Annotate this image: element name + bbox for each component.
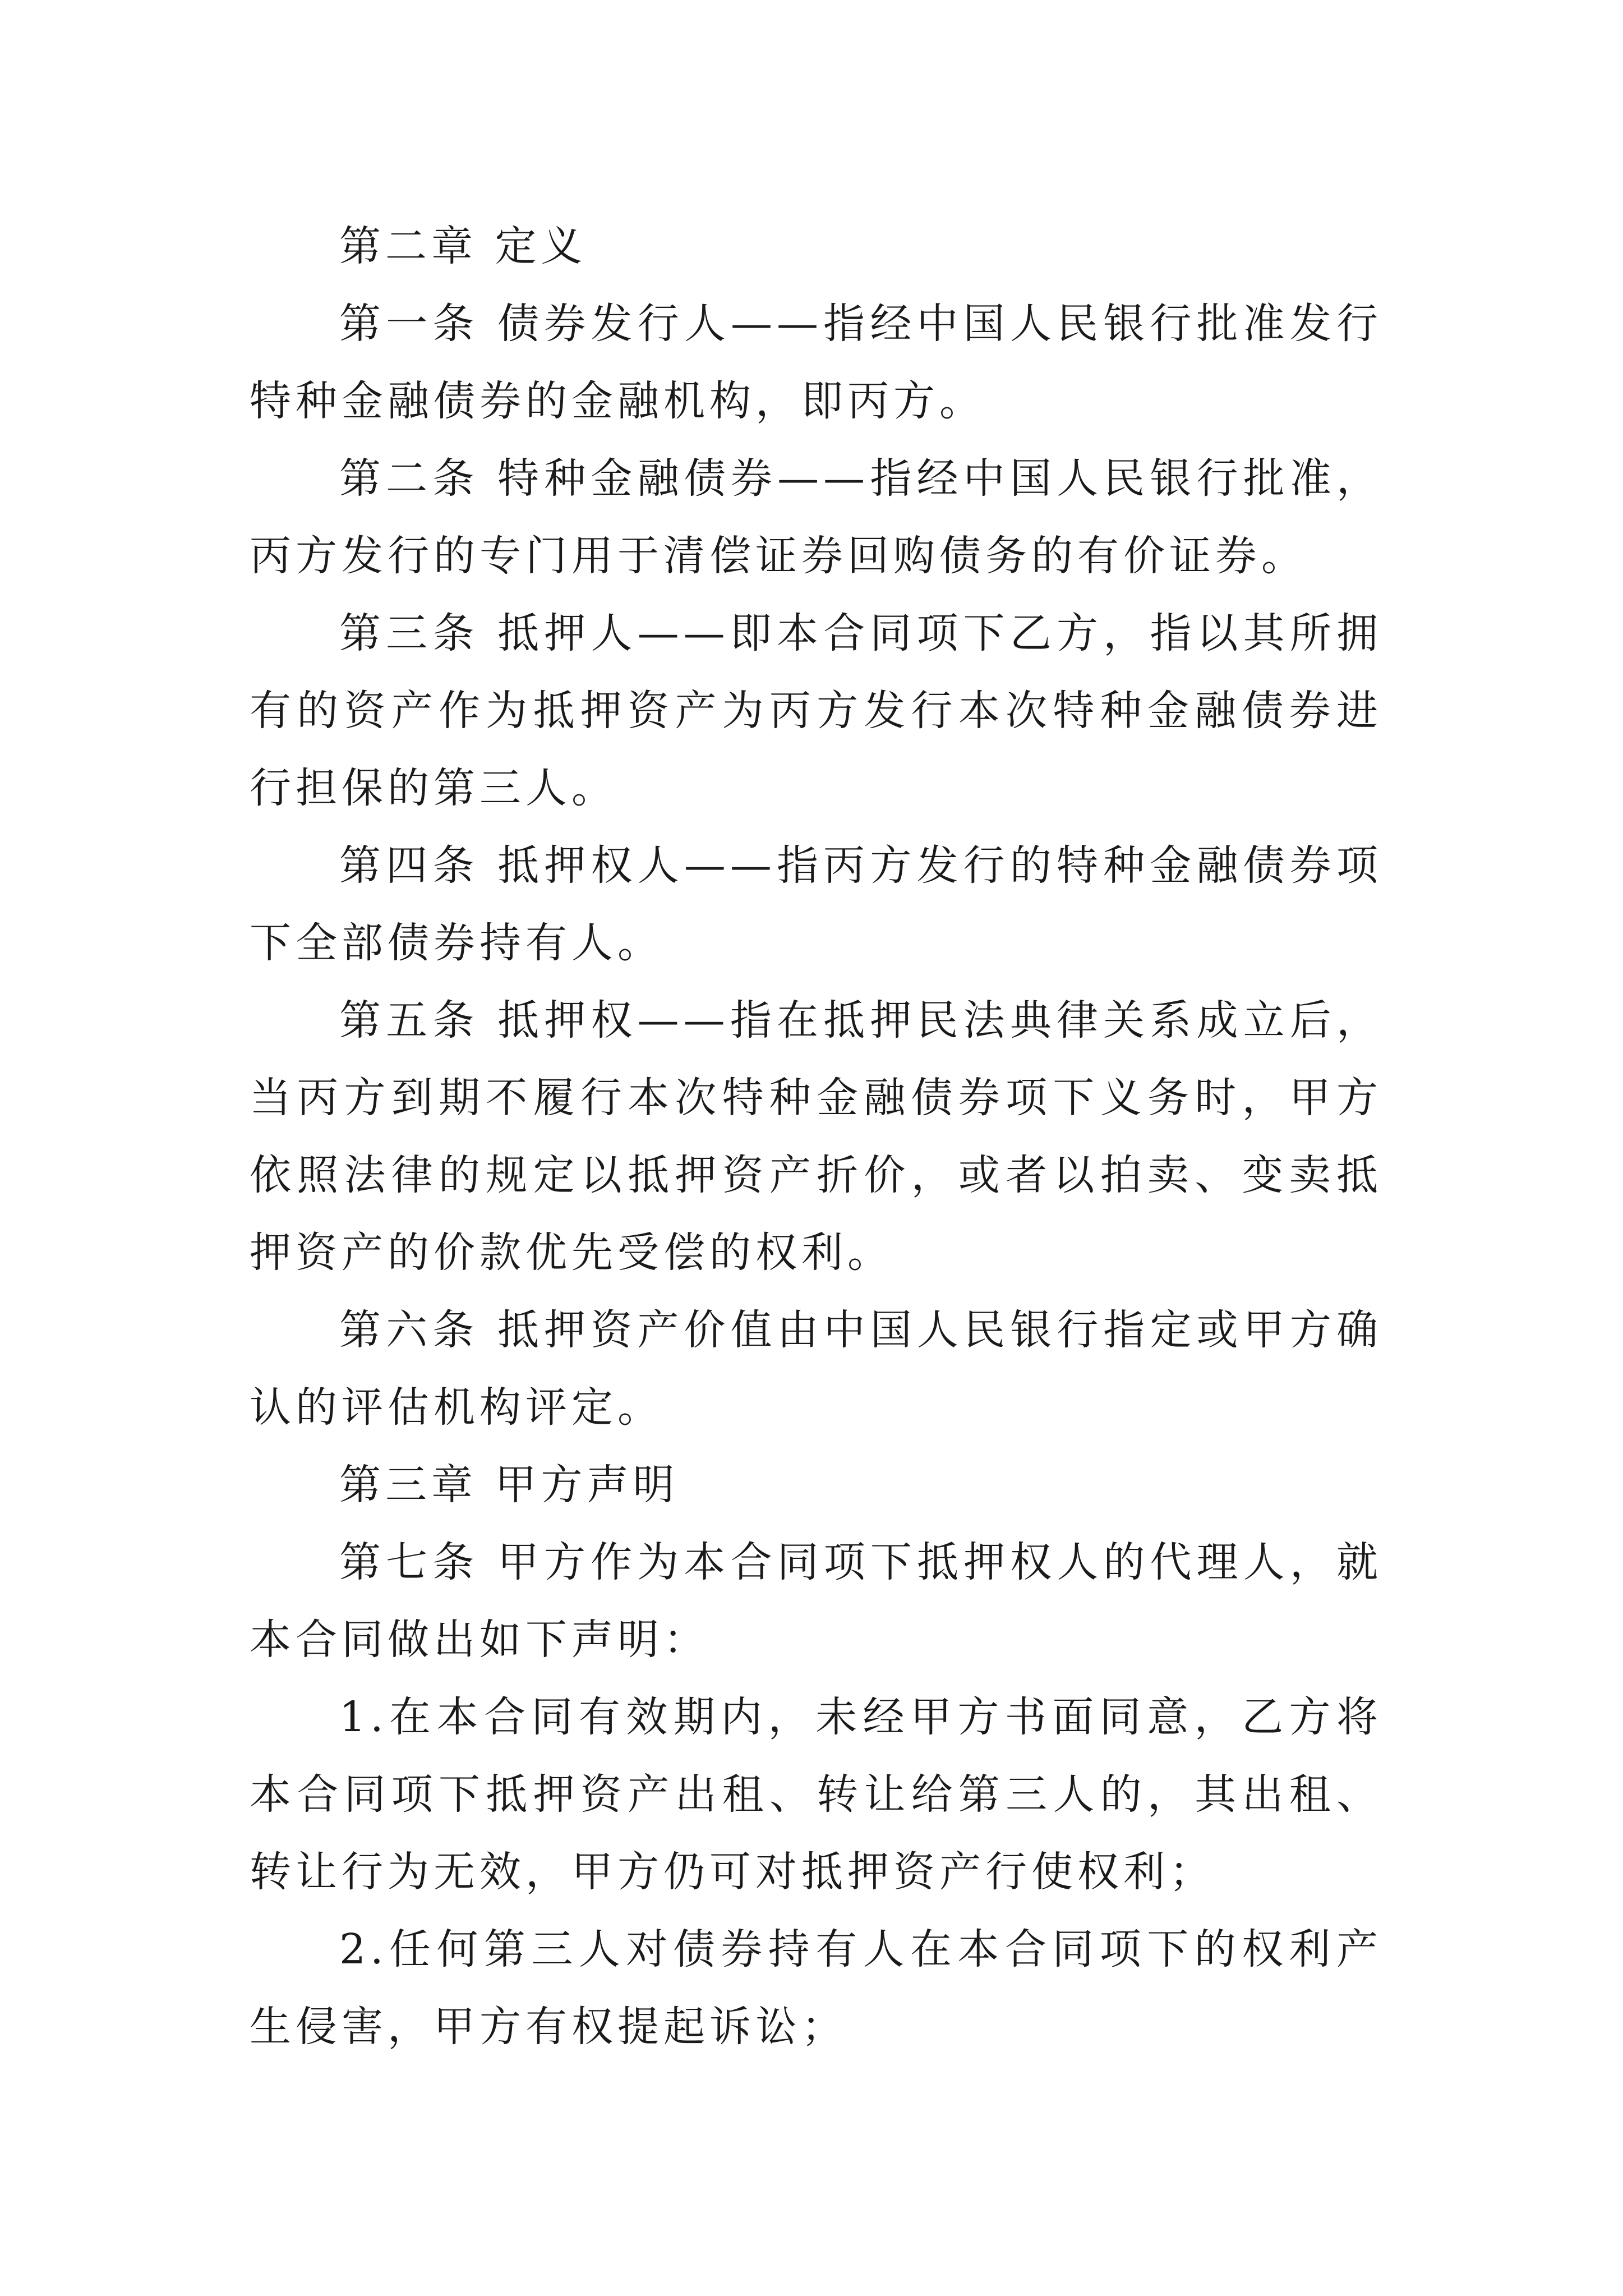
article-paragraph: 第五条 抵押权——指在抵押民法典律关系成立后，当丙方到期不履行本次特种金融债券项下义务时，甲方依照法律的规定以抵押资产折价，或者以拍卖、变卖抵押资产的价款优先受偿的权利。 — [250, 996, 1382, 1277]
list-item: 2.任何第三人对债券持有人在本合同项下的权利产生侵害，甲方有权提起诉讼； — [250, 1925, 1382, 2051]
article-paragraph: 第六条 抵押资产价值由中国人民银行指定或甲方确认的评估机构评定。 — [250, 1306, 1382, 1432]
article-paragraph: 第四条 抵押权人——指丙方发行的特种金融债券项下全部债券持有人。 — [250, 841, 1382, 967]
list-item: 1.在本合同有效期内，未经甲方书面同意，乙方将本合同项下抵押资产出租、转让给第三人的，其出租、转让行为无效，甲方仍可对抵押资产行使权利； — [250, 1693, 1382, 1896]
article-paragraph: 第二条 特种金融债券——指经中国人民银行批准，丙方发行的专门用于清偿证券回购债务的有价证券。 — [250, 454, 1382, 580]
article-paragraph: 第一条 债券发行人——指经中国人民银行批准发行特种金融债券的金融机构，即丙方。 — [250, 300, 1382, 425]
chapter-heading: 第三章 甲方声明 — [339, 1461, 679, 1509]
document-body — [250, 208, 1382, 2065]
chapter-heading: 第二章 定义 — [339, 222, 587, 270]
article-paragraph: 第七条 甲方作为本合同项下抵押权人的代理人，就本合同做出如下声明： — [250, 1538, 1382, 1664]
article-paragraph: 第三条 抵押人——即本合同项下乙方，指以其所拥有的资产作为抵押资产为丙方发行本次特种金融债券进行担保的第三人。 — [250, 609, 1382, 812]
